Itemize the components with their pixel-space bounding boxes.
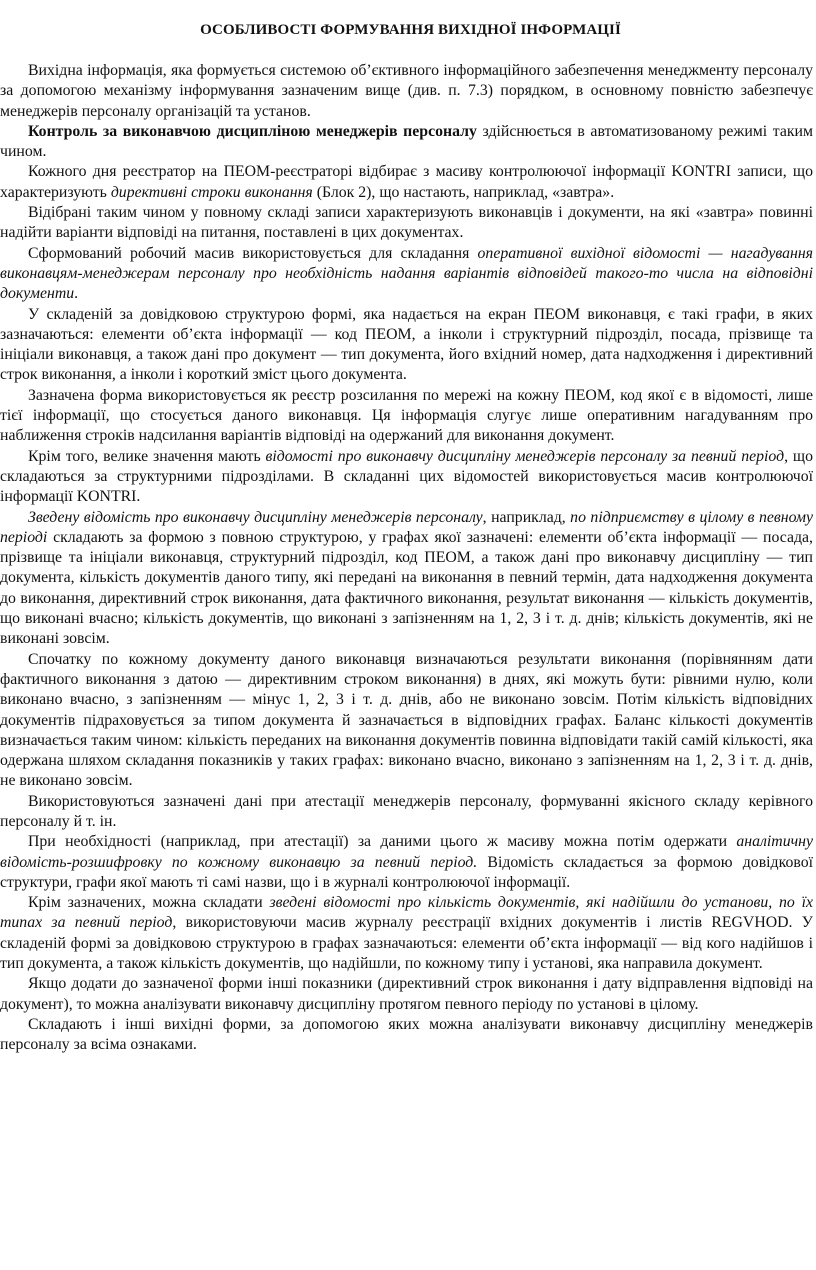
body-text: У складеній за довідковою структурою формі, яка надається на екран ПЕОМ виконавця, є такі графи, в яких зазначаються: елементи об’єкта інформації — код ПЕОМ, а інколи і структурний підрозділ, посада, прізвище та ініціали виконавця, а також дані про документ — тип документа, його вхідний номер, дата надходження і директивний строк виконання, а інколи і короткий зміст цього документа. <box>0 305 813 384</box>
body-text: Зазначена форма використовується як реєстр розсилання по мережі на кожну ПЕОМ, код якої є в відомості, лише тієї інформації, що стосується даного виконавця. Ця інформація слугує лише оперативним нагадуванням про наближення строків надсилання варіантів відповіді на одержаний для виконання документ. <box>0 386 813 445</box>
italic-text: оперативної вихідної відомості — нагадування виконавцям-менеджерам персоналу про необхідність надання варіантів відповідей такого-то числа на відповідні документи <box>0 244 813 303</box>
paragraph <box>0 832 813 893</box>
body-text: Крім зазначених, можна складати <box>28 894 270 912</box>
body-text: , що складаються за структурними підрозділами. В складанні цих відомостей використовується масив контролюючої інформації KONTRI. <box>0 447 813 506</box>
paragraph <box>0 203 813 244</box>
italic-text: директивні строки виконання <box>110 183 313 201</box>
document-body <box>0 61 813 1056</box>
body-text: Спочатку по кожному документу даного виконавця визначаються результати виконання (порівнянням дати фактичного виконання з датою — директивним строком виконання) в днях, які можуть бути: рівними нулю, коли виконано вчасно, з запізненням — мінус 1, 2, 3 і т. д. днів, або не виконано зовсім. Потім кількість відповідних документів підраховується за типом документа й зазначається в відповідних графах. Баланс кількості документів визначається таким чином: кількість переданих на виконання документів повинна відповідати такій самій кількості, яка одержана шляхом складання показників у таких графах: виконано вчасно, виконано з запізненням на 1, 2, 3 і т. д. днів, не виконано зовсім. <box>0 650 813 790</box>
paragraph <box>0 61 813 122</box>
paragraph <box>0 1015 813 1056</box>
italic-text: по підприємству в цілому в певному періоді <box>0 508 813 546</box>
paragraph <box>0 305 813 386</box>
body-text: Відомість складається за формою довідкової структури, графи якої мають ті самі назви, що і в журналі контролюючої інформації. <box>0 853 813 891</box>
paragraph <box>0 508 813 650</box>
body-text: , наприклад, <box>482 508 571 526</box>
paragraph <box>0 244 813 305</box>
paragraph <box>0 386 813 447</box>
italic-text: відомості про виконавчу дисципліну менеджерів персоналу за певний період <box>265 447 785 465</box>
body-text: Якщо додати до зазначеної форми інші показники (директивний строк виконання і дату відправлення відповіді на документ), то можна аналізувати виконавчу дисципліну протягом певного періоду по установі в цілому. <box>0 975 813 1013</box>
body-text: Крім того, велике значення мають <box>28 447 266 465</box>
body-text: Використовуються зазначені дані при атестації менеджерів персоналу, формуванні якісного складу керівного персоналу й т. ін. <box>0 792 813 830</box>
bold-text: Контроль за виконавчою дисципліною менеджерів персоналу <box>28 122 477 140</box>
paragraph <box>0 893 813 974</box>
paragraph <box>0 650 813 792</box>
body-text: Сформований робочий масив використовується для складання <box>28 244 478 262</box>
page-title: ОСОБЛИВОСТІ ФОРМУВАННЯ ВИХІДНОЇ ІНФОРМАЦІЇ <box>200 22 621 38</box>
paragraph <box>0 447 813 508</box>
body-text: Вихідна інформація, яка формується системою об’єктивного інформаційного забезпечення менеджменту персоналу за допомогою механізму інформування зазначеним вище (див. п. 7.3) порядком, в основному повністю забезпечує менеджерів персоналу організацій та установ. <box>0 62 813 120</box>
italic-text: зведені відомості про кількість документів, які надійшли до установи, по їх типах за певний період <box>0 894 813 932</box>
italic-text: Зведену відомість про виконавчу дисципліну менеджерів персоналу <box>28 508 483 526</box>
paragraph <box>0 122 813 163</box>
body-text: (Блок 2), що настають, наприклад, «завтра». <box>312 183 615 201</box>
body-text: Кожного дня реєстратор на ПЕОМ-реєстраторі відбирає з масиву контролюючої інформації KONTRI записи, що характеризують <box>0 163 813 201</box>
body-text: здійснюється в автоматизованому режимі таким чином. <box>0 122 814 161</box>
italic-text: аналітичну відомість-розшифровку по кожному виконавцю за певний період. <box>0 833 813 871</box>
paragraph <box>0 792 813 833</box>
body-text: Відібрані таким чином у повному складі записи характеризують виконавців і документи, на які «завтра» повинні надійти варіанти відповіді на питання, поставлені в цих документах. <box>0 204 813 242</box>
paragraph <box>0 162 813 203</box>
body-text: При необхідності (наприклад, при атестації) за даними цього ж масиву можна потім одержати <box>28 833 737 851</box>
body-text: складають за формою з повною структурою, у графах якої зазначені: елементи об’єкта інформації — посада, прізвище та ініціали виконавця, структурний підрозділ, код ПЕОМ, а також дані про виконавчу дисципліну — тип документа, кількість документів даного типу, які передані на виконання в певний термін, дата надходження документа до виконання, директивний строк виконання, дата фактичного виконання, результат виконання — кількість документів, що виконані вчасно; кількість документів, що виконані з запізненням на 1, 2, 3 і т. д. днів; кількість документів, які не виконані зовсім. <box>0 528 813 648</box>
body-text: . <box>74 285 79 303</box>
paragraph <box>0 974 813 1015</box>
body-text: , використовуючи масив журналу реєстрації вхідних документів і листів REGVHOD. У складеній формі за довідковою структурою в графах зазначаються: елементи об’єкта інформації — від кого надійшов і тип документа, а також кількість документів, що надійшли, по кожному типу і установі, яка направила документ. <box>0 914 813 973</box>
body-text: Складають і інші вихідні форми, за допомогою яких можна аналізувати виконавчу дисципліну менеджерів персоналу за всіма ознаками. <box>0 1015 813 1054</box>
